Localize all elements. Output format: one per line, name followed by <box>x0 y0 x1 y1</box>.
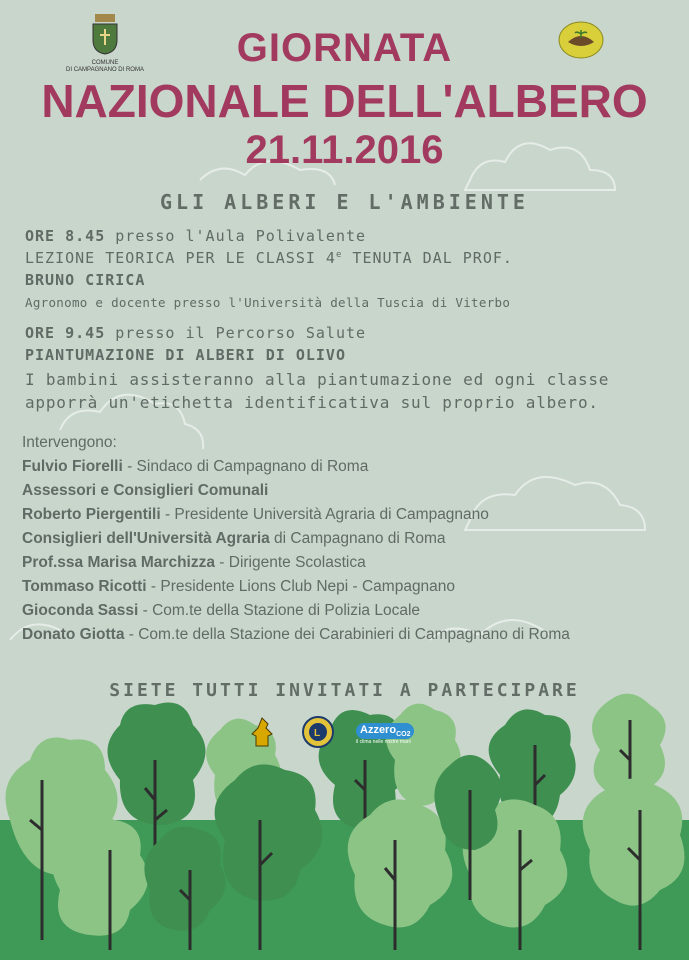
svg-text:L: L <box>314 728 321 739</box>
event1-time-place <box>25 227 366 245</box>
speaker-name: Fulvio Fiorelli <box>22 458 123 475</box>
event1-speaker-role: Agronomo e docente presso l'Università della Tuscia di Viterbo <box>25 295 511 310</box>
azzero-brand: Azzero <box>360 724 397 736</box>
speaker-item <box>22 599 642 623</box>
speaker-role: - Com.te della Stazione di Polizia Locale <box>138 602 421 619</box>
speaker-role: - Dirigente Scolastica <box>214 554 366 571</box>
speaker-role: di Campagnano di Roma <box>269 530 446 547</box>
event-date: 21.11.2016 <box>245 128 444 172</box>
event2-time-place <box>25 324 366 342</box>
event1-speaker: BRUNO CIRICA <box>25 271 146 289</box>
speaker-name: Donato Giotta <box>22 626 125 643</box>
azzero-co2-logo <box>356 718 428 744</box>
azzero-sub: CO2 <box>396 731 411 739</box>
invitation-text: SIETE TUTTI INVITATI A PARTECIPARE <box>109 680 580 701</box>
event2-desc-2: apporrà un'etichetta identificativa sul proprio albero. <box>25 393 599 412</box>
event2-place: presso il Percorso Salute <box>105 324 367 342</box>
title-line-1: GIORNATA <box>236 26 453 70</box>
event1-description <box>25 249 513 267</box>
event1-desc-b: TENUTA DAL PROF. <box>342 249 513 267</box>
speaker-name: Prof.ssa Marisa Marchizza <box>22 554 215 571</box>
speaker-item <box>22 479 642 503</box>
speaker-name: Assessori e Consiglieri Comunali <box>22 482 269 499</box>
speaker-item <box>22 623 622 647</box>
speaker-role: - Sindaco di Campagnano di Roma <box>122 458 369 475</box>
speaker-name: Consiglieri dell'Università Agraria <box>22 530 270 547</box>
speaker-item <box>22 503 642 527</box>
event1-desc-a: LEZIONE TEORICA PER LE CLASSI 4 <box>25 249 336 267</box>
scout-logo-icon <box>252 718 272 746</box>
lions-club-logo-icon <box>303 717 333 747</box>
speaker-role: - Presidente Università Agraria di Campagnano <box>160 506 489 523</box>
event2-time: ORE 9.45 <box>25 324 106 342</box>
event1-place: presso l'Aula Polivalente <box>105 227 367 245</box>
title-line-2: NAZIONALE DELL'ALBERO <box>41 75 648 127</box>
speaker-item <box>22 551 642 575</box>
subtitle: GLI ALBERI E L'AMBIENTE <box>160 190 529 214</box>
speaker-item <box>22 455 642 479</box>
speaker-name: Roberto Piergentili <box>22 506 161 523</box>
speakers-heading: Intervengono: <box>22 434 117 451</box>
speaker-role: - Com.te della Stazione dei Carabinieri di Campagnano di Roma <box>124 626 570 643</box>
event1-desc-sup: e <box>335 250 343 260</box>
speaker-role: - Presidente Lions Club Nepi - Campagnano <box>146 578 456 595</box>
speaker-item <box>22 527 642 551</box>
event2-desc-1: I bambini assisteranno alla piantumazione ed ogni classe <box>25 370 610 389</box>
event2-title: PIANTUMAZIONE DI ALBERI DI OLIVO <box>25 346 346 364</box>
crest-caption-1: COMUNE <box>91 60 119 66</box>
crest-caption-2: DI CAMPAGNANO DI ROMA <box>66 67 144 73</box>
speaker-item <box>22 575 642 599</box>
azzero-tagline: il clima nelle nostre mani <box>356 739 411 746</box>
speaker-name: Tommaso Ricotti <box>22 578 147 595</box>
speakers-list <box>22 431 642 647</box>
speaker-name: Gioconda Sassi <box>22 602 139 619</box>
event1-time: ORE 8.45 <box>25 227 106 245</box>
